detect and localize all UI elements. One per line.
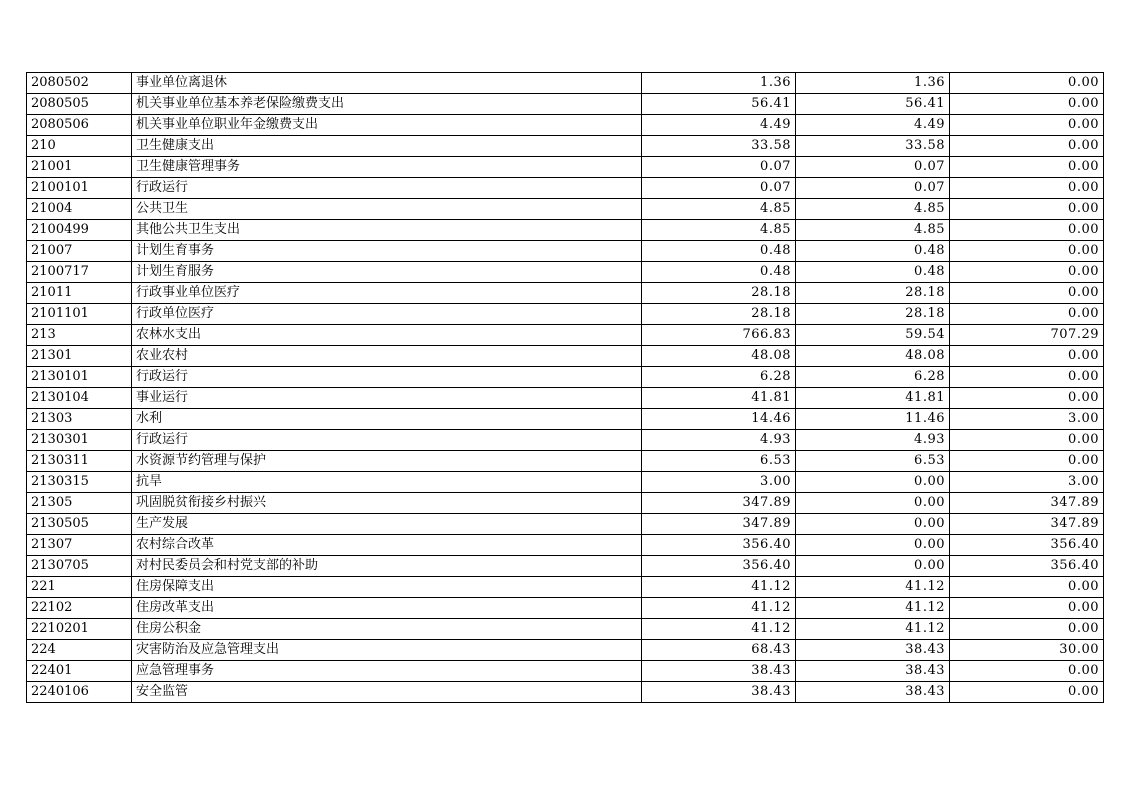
cell-code: 22102: [27, 598, 132, 619]
cell-item-name: 计划生育服务: [132, 262, 642, 283]
cell-total: 0.48: [642, 241, 796, 262]
cell-basic: 48.08: [796, 346, 950, 367]
cell-item-name: 农林水支出: [132, 325, 642, 346]
cell-project: 0.00: [950, 94, 1104, 115]
cell-item-name: 行政事业单位医疗: [132, 283, 642, 304]
table-row: [27, 241, 1104, 262]
cell-code: 21301: [27, 346, 132, 367]
table-row: [27, 451, 1104, 472]
cell-project: 0.00: [950, 178, 1104, 199]
cell-total: 1.36: [642, 73, 796, 94]
cell-code: 221: [27, 577, 132, 598]
cell-code: 21007: [27, 241, 132, 262]
cell-total: 3.00: [642, 472, 796, 493]
cell-basic: 4.85: [796, 220, 950, 241]
table-row: [27, 367, 1104, 388]
table-row: [27, 661, 1104, 682]
cell-basic: 59.54: [796, 325, 950, 346]
cell-item-name: 住房公积金: [132, 619, 642, 640]
cell-total: 347.89: [642, 514, 796, 535]
cell-code: 210: [27, 136, 132, 157]
cell-project: 0.00: [950, 598, 1104, 619]
cell-basic: 38.43: [796, 661, 950, 682]
table-row: [27, 493, 1104, 514]
cell-basic: 41.12: [796, 598, 950, 619]
table-row: [27, 283, 1104, 304]
table-body: [27, 73, 1104, 703]
table-row: [27, 556, 1104, 577]
cell-project: 0.00: [950, 241, 1104, 262]
cell-basic: 38.43: [796, 682, 950, 703]
cell-item-name: 住房保障支出: [132, 577, 642, 598]
cell-code: 2130311: [27, 451, 132, 472]
cell-basic: 1.36: [796, 73, 950, 94]
cell-total: 33.58: [642, 136, 796, 157]
cell-project: 0.00: [950, 115, 1104, 136]
cell-basic: 41.81: [796, 388, 950, 409]
cell-project: 0.00: [950, 220, 1104, 241]
cell-item-name: 行政运行: [132, 178, 642, 199]
cell-basic: 41.12: [796, 619, 950, 640]
cell-item-name: 卫生健康管理事务: [132, 157, 642, 178]
cell-project: 0.00: [950, 304, 1104, 325]
table-row: [27, 325, 1104, 346]
cell-project: 0.00: [950, 157, 1104, 178]
cell-total: 41.12: [642, 577, 796, 598]
table-row: [27, 409, 1104, 430]
cell-basic: 28.18: [796, 304, 950, 325]
cell-total: 48.08: [642, 346, 796, 367]
cell-basic: 11.46: [796, 409, 950, 430]
cell-total: 356.40: [642, 535, 796, 556]
cell-basic: 4.85: [796, 199, 950, 220]
cell-project: 0.00: [950, 136, 1104, 157]
cell-basic: 28.18: [796, 283, 950, 304]
cell-basic: 0.48: [796, 262, 950, 283]
cell-basic: 4.49: [796, 115, 950, 136]
cell-project: 0.00: [950, 451, 1104, 472]
cell-project: 0.00: [950, 661, 1104, 682]
cell-item-name: 行政运行: [132, 367, 642, 388]
cell-basic: 56.41: [796, 94, 950, 115]
cell-code: 2100101: [27, 178, 132, 199]
table-row: [27, 682, 1104, 703]
table-row: [27, 514, 1104, 535]
cell-project: 30.00: [950, 640, 1104, 661]
cell-code: 2130315: [27, 472, 132, 493]
cell-basic: 6.53: [796, 451, 950, 472]
table-row: [27, 157, 1104, 178]
cell-project: 356.40: [950, 535, 1104, 556]
cell-total: 0.07: [642, 178, 796, 199]
cell-basic: 0.00: [796, 493, 950, 514]
table-row: [27, 430, 1104, 451]
table-row: [27, 73, 1104, 94]
table-row: [27, 304, 1104, 325]
cell-code: 21004: [27, 199, 132, 220]
cell-project: 0.00: [950, 682, 1104, 703]
cell-code: 21011: [27, 283, 132, 304]
cell-code: 2130301: [27, 430, 132, 451]
cell-basic: 41.12: [796, 577, 950, 598]
cell-total: 68.43: [642, 640, 796, 661]
cell-item-name: 公共卫生: [132, 199, 642, 220]
cell-total: 356.40: [642, 556, 796, 577]
cell-item-name: 事业单位离退休: [132, 73, 642, 94]
cell-code: 22401: [27, 661, 132, 682]
cell-basic: 0.07: [796, 157, 950, 178]
cell-project: 0.00: [950, 388, 1104, 409]
cell-item-name: 农村综合改革: [132, 535, 642, 556]
cell-project: 0.00: [950, 73, 1104, 94]
cell-code: 2130104: [27, 388, 132, 409]
cell-item-name: 抗旱: [132, 472, 642, 493]
cell-basic: 33.58: [796, 136, 950, 157]
cell-item-name: 事业运行: [132, 388, 642, 409]
cell-total: 14.46: [642, 409, 796, 430]
cell-item-name: 计划生育事务: [132, 241, 642, 262]
table-row: [27, 346, 1104, 367]
table-row: [27, 619, 1104, 640]
cell-item-name: 水资源节约管理与保护: [132, 451, 642, 472]
cell-project: 0.00: [950, 430, 1104, 451]
cell-basic: 38.43: [796, 640, 950, 661]
table-row: [27, 136, 1104, 157]
cell-total: 28.18: [642, 283, 796, 304]
table-row: [27, 178, 1104, 199]
cell-basic: 6.28: [796, 367, 950, 388]
cell-project: 0.00: [950, 367, 1104, 388]
table-row: [27, 262, 1104, 283]
cell-code: 21303: [27, 409, 132, 430]
cell-item-name: 灾害防治及应急管理支出: [132, 640, 642, 661]
cell-project: 356.40: [950, 556, 1104, 577]
cell-total: 56.41: [642, 94, 796, 115]
cell-project: 3.00: [950, 409, 1104, 430]
cell-item-name: 应急管理事务: [132, 661, 642, 682]
cell-code: 224: [27, 640, 132, 661]
table-row: [27, 577, 1104, 598]
cell-basic: 4.93: [796, 430, 950, 451]
cell-item-name: 农业农村: [132, 346, 642, 367]
cell-code: 2240106: [27, 682, 132, 703]
budget-table: [26, 72, 1104, 703]
cell-code: 21001: [27, 157, 132, 178]
cell-item-name: 行政单位医疗: [132, 304, 642, 325]
table-row: [27, 472, 1104, 493]
cell-code: 2080506: [27, 115, 132, 136]
cell-project: 0.00: [950, 283, 1104, 304]
cell-total: 41.12: [642, 598, 796, 619]
cell-total: 4.49: [642, 115, 796, 136]
cell-total: 6.28: [642, 367, 796, 388]
cell-project: 0.00: [950, 262, 1104, 283]
cell-code: 2130505: [27, 514, 132, 535]
cell-project: 0.00: [950, 346, 1104, 367]
cell-item-name: 机关事业单位基本养老保险缴费支出: [132, 94, 642, 115]
cell-total: 347.89: [642, 493, 796, 514]
cell-code: 213: [27, 325, 132, 346]
cell-total: 38.43: [642, 661, 796, 682]
cell-total: 4.85: [642, 199, 796, 220]
cell-item-name: 机关事业单位职业年金缴费支出: [132, 115, 642, 136]
cell-total: 41.81: [642, 388, 796, 409]
cell-total: 0.07: [642, 157, 796, 178]
cell-item-name: 卫生健康支出: [132, 136, 642, 157]
cell-item-name: 对村民委员会和村党支部的补助: [132, 556, 642, 577]
cell-item-name: 其他公共卫生支出: [132, 220, 642, 241]
cell-item-name: 住房改革支出: [132, 598, 642, 619]
cell-item-name: 行政运行: [132, 430, 642, 451]
cell-basic: 0.00: [796, 472, 950, 493]
cell-code: 21307: [27, 535, 132, 556]
cell-project: 347.89: [950, 493, 1104, 514]
cell-item-name: 生产发展: [132, 514, 642, 535]
cell-basic: 0.07: [796, 178, 950, 199]
cell-total: 0.48: [642, 262, 796, 283]
cell-total: 766.83: [642, 325, 796, 346]
cell-total: 4.85: [642, 220, 796, 241]
cell-item-name: 水利: [132, 409, 642, 430]
cell-code: 2080505: [27, 94, 132, 115]
cell-code: 2080502: [27, 73, 132, 94]
cell-project: 707.29: [950, 325, 1104, 346]
cell-basic: 0.00: [796, 556, 950, 577]
cell-basic: 0.48: [796, 241, 950, 262]
cell-total: 4.93: [642, 430, 796, 451]
cell-code: 2101101: [27, 304, 132, 325]
cell-project: 3.00: [950, 472, 1104, 493]
cell-project: 0.00: [950, 619, 1104, 640]
table-row: [27, 94, 1104, 115]
cell-item-name: 巩固脱贫衔接乡村振兴: [132, 493, 642, 514]
cell-project: 0.00: [950, 199, 1104, 220]
table-row: [27, 220, 1104, 241]
table-row: [27, 535, 1104, 556]
cell-code: 21305: [27, 493, 132, 514]
cell-basic: 0.00: [796, 514, 950, 535]
cell-code: 2130101: [27, 367, 132, 388]
cell-total: 38.43: [642, 682, 796, 703]
cell-total: 6.53: [642, 451, 796, 472]
table-row: [27, 598, 1104, 619]
cell-project: 0.00: [950, 577, 1104, 598]
cell-total: 28.18: [642, 304, 796, 325]
table-row: [27, 388, 1104, 409]
table-row: [27, 199, 1104, 220]
table-row: [27, 115, 1104, 136]
cell-item-name: 安全监管: [132, 682, 642, 703]
cell-total: 41.12: [642, 619, 796, 640]
cell-project: 347.89: [950, 514, 1104, 535]
cell-code: 2100717: [27, 262, 132, 283]
cell-basic: 0.00: [796, 535, 950, 556]
cell-code: 2210201: [27, 619, 132, 640]
table-row: [27, 640, 1104, 661]
cell-code: 2130705: [27, 556, 132, 577]
cell-code: 2100499: [27, 220, 132, 241]
